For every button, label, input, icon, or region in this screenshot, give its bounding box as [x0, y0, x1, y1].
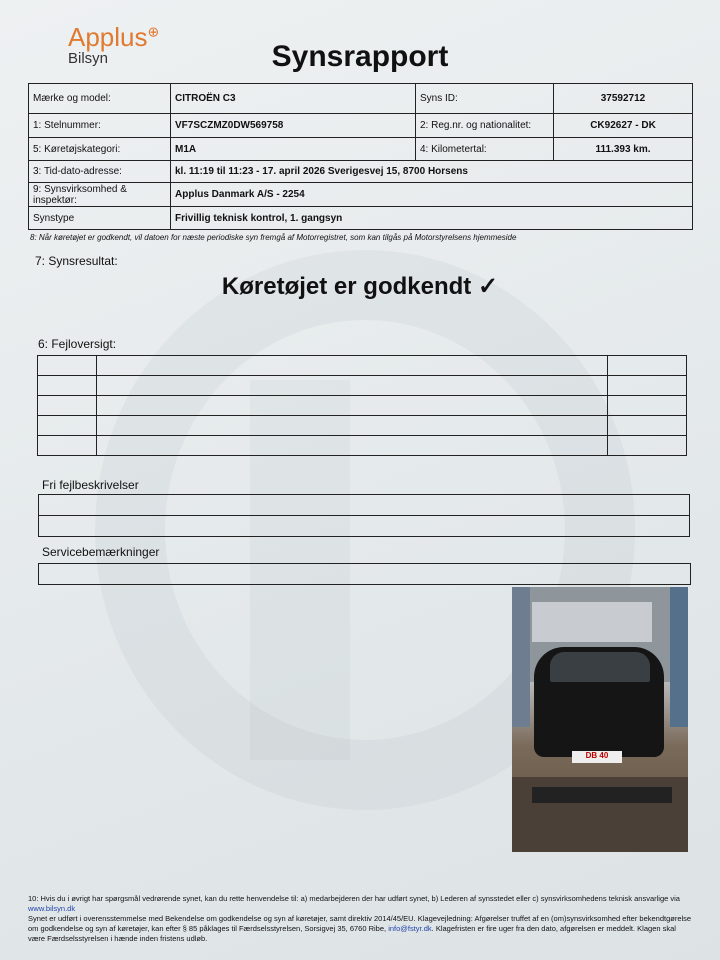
- page-title: Synsrapport: [271, 40, 449, 73]
- label: 5: Køretøjskategori:: [29, 138, 171, 161]
- license-plate: DB 40: [572, 751, 622, 763]
- free-description-heading: Fri fejlbeskrivelser: [42, 478, 139, 492]
- label: Syns ID:: [416, 84, 554, 114]
- make-model: CITROËN C3: [171, 84, 416, 114]
- free-description-table: [38, 494, 690, 537]
- label: 3: Tid-dato-adresse:: [29, 161, 171, 183]
- odometer: 111.393 km.: [554, 138, 693, 161]
- vehicle-category: M1A: [171, 138, 416, 161]
- label: 1: Stelnummer:: [29, 114, 171, 138]
- service-remarks-heading: Servicebemærkninger: [42, 545, 160, 559]
- service-remarks-table: [38, 563, 691, 585]
- footer-text: [28, 894, 693, 944]
- footer-line: Synet er udført i overensstemmelse med Bekendelse om godkendelse og syn af køretøjer, samt direktiv 2014/45/EU. Klagevejledning: Afgørelser truffet af en (om)synsvirksomhed efter bekendtgørelse om godkendelse og syn af køretøjer, kan efter § 85 påklages til Færdselsstyrelsen, Sorsigvej 35, 6760 Ribe,: [28, 914, 692, 933]
- inspection-type: Frivillig teknisk kontrol, 1. gangsyn: [171, 207, 693, 230]
- vehicle-photo: [512, 587, 688, 852]
- logo-subtitle: Bilsyn: [68, 50, 109, 67]
- label: Mærke og model:: [29, 84, 171, 114]
- email-link[interactable]: info@fstyr.dk: [388, 924, 432, 933]
- footer-line: . Klagefristen er fire uger fra den dato, afgørelsen er meddelt. Klagen skal være Færdselsstyrelsen i hænde inden fristens udløb.: [28, 924, 676, 943]
- inspector: Applus Danmark A/S - 2254: [171, 183, 693, 207]
- faults-heading: 6: Fejloversigt:: [38, 337, 117, 351]
- applus-logo: Applus⊕: [68, 22, 160, 52]
- registration: CK92627 - DK: [554, 114, 693, 138]
- vehicle-info-table: [28, 83, 693, 230]
- faults-table: [37, 355, 687, 456]
- result-label: 7: Synsresultat:: [35, 254, 118, 268]
- inspection-id: 37592712: [554, 84, 693, 114]
- bilsyn-link[interactable]: www.bilsyn.dk: [28, 904, 76, 913]
- footer-line: 10: Hvis du i øvrigt har spørgsmål vedrørende synet, kan du rette henvendelse til: a) medarbejderen der har udført synet, b) Lederen af synsstedet eller c) synsvirksomhedens teknisk ansvarlige via: [28, 894, 680, 903]
- label: Synstype: [29, 207, 171, 230]
- vin: VF7SCZMZ0DW569758: [171, 114, 416, 138]
- label: 9: Synsvirksomhed & inspektør:: [29, 183, 171, 207]
- result-text: Køretøjet er godkendt ✓: [221, 273, 499, 300]
- time-date-address: kl. 11:19 til 11:23 - 17. april 2026 Sverigesvej 15, 8700 Horsens: [171, 161, 693, 183]
- label: 4: Kilometertal:: [416, 138, 554, 161]
- footnote: 8: Når køretøjet er godkendt, vil datoen for næste periodiske syn fremgå af Motorregistret, som kan tilgås på Motorstyrelsens hjemmeside: [30, 233, 517, 242]
- label: 2: Reg.nr. og nationalitet:: [416, 114, 554, 138]
